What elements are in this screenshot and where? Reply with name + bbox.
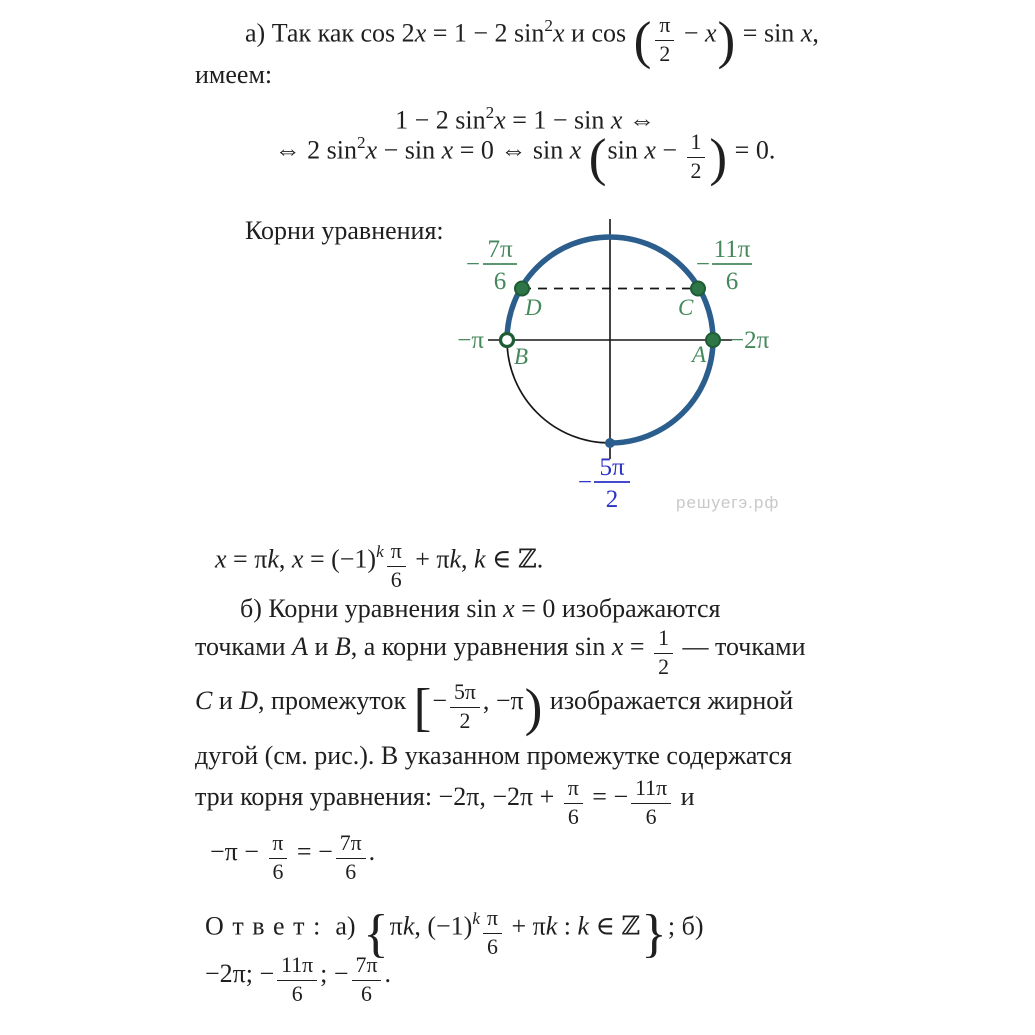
math-segment: B	[334, 631, 351, 661]
math-segment: ∈ ℤ.	[485, 544, 544, 574]
math-fraction	[269, 831, 288, 886]
math-segment: , а корни уравнения sin	[350, 631, 612, 661]
fraction-numerator: π	[269, 831, 288, 859]
point-b-label: B	[514, 344, 529, 369]
math-segment: = 1 − 2 sin	[426, 18, 545, 48]
math-fraction	[483, 906, 502, 961]
math-fraction	[336, 831, 366, 886]
math-segment: (	[588, 127, 607, 187]
math-segment: }	[641, 903, 667, 963]
math-segment: k	[545, 911, 558, 941]
math-segment: =	[623, 631, 652, 661]
label-minus-7pi-6	[466, 236, 517, 295]
math-segment: ⇔ 2 sin	[274, 135, 357, 165]
fraction-numerator: 7π	[336, 831, 366, 859]
fraction-denominator: 2	[605, 486, 619, 513]
math-segment: x	[441, 135, 454, 165]
fraction-denominator: 6	[645, 805, 657, 830]
math-segment: точками	[195, 631, 293, 661]
paragraph-b-line-3	[195, 677, 794, 737]
label-minus-2pi: −2π	[730, 327, 770, 354]
fraction-denominator: 2	[690, 158, 702, 183]
math-segment: = π	[226, 544, 268, 574]
math-segment: = sin	[736, 18, 801, 48]
math-segment: , (−1)	[414, 911, 473, 941]
point-a-dot	[706, 333, 720, 347]
math-fraction	[687, 130, 706, 185]
unit-circle-diagram	[440, 212, 790, 514]
statement-line	[245, 10, 819, 68]
roots-formula	[215, 536, 543, 594]
math-segment: C	[195, 685, 213, 715]
math-segment: .	[384, 958, 391, 988]
math-segment: k	[267, 544, 279, 574]
fraction-numerator: 11π	[631, 776, 671, 804]
math-segment: и	[674, 781, 695, 811]
fraction-denominator: 2	[658, 655, 669, 680]
math-segment: x	[705, 18, 717, 48]
math-segment: x	[800, 18, 813, 48]
answer-line-1	[205, 903, 704, 961]
math-segment: 1 − 2 sin	[395, 105, 486, 135]
math-segment: A	[292, 631, 308, 661]
math-segment: k	[449, 544, 462, 574]
paragraph-b-line-2	[195, 626, 806, 681]
fraction-denominator: 6	[493, 268, 507, 295]
fraction-numerator: 11π	[277, 953, 317, 981]
math-segment: x	[291, 544, 304, 574]
math-segment: x	[644, 135, 656, 165]
paragraph-b-line-1	[240, 593, 720, 625]
math-segment: = −	[290, 836, 333, 866]
math-segment: = (−1)	[303, 544, 377, 574]
math-segment: π	[389, 911, 403, 941]
math-segment: и	[307, 631, 335, 661]
fraction-denominator: 6	[272, 860, 284, 885]
fraction-numerator: π	[483, 906, 502, 934]
math-segment: x	[365, 135, 378, 165]
point-d-dot	[515, 282, 529, 296]
math-segment: = 0 ⇔ sin	[453, 135, 570, 165]
math-segment: и	[212, 685, 240, 715]
point-c-dot	[691, 282, 705, 296]
math-segment: −	[677, 18, 705, 48]
math-segment: )	[717, 10, 736, 70]
math-fraction	[352, 953, 382, 1008]
fraction-numerator: π	[564, 776, 583, 804]
fraction-denominator: 6	[361, 982, 372, 1007]
label-minus-5pi-2	[578, 454, 630, 513]
fraction-numerator: 5π	[450, 680, 480, 708]
math-segment: + π	[408, 544, 450, 574]
math-segment: = 0 изображаются	[514, 594, 721, 623]
math-segment: x	[610, 105, 623, 135]
answer-line-2	[205, 953, 391, 1008]
paragraph-b-line-4	[195, 740, 792, 772]
math-segment: k	[376, 542, 384, 561]
fraction-denominator: 6	[486, 934, 498, 959]
math-segment: −	[432, 685, 447, 715]
math-fraction	[277, 953, 317, 1008]
math-segment: k	[472, 909, 480, 928]
math-segment: = 0.	[728, 135, 776, 165]
fraction-denominator: 6	[291, 982, 303, 1007]
math-segment: x	[503, 594, 515, 623]
fraction-denominator: 6	[725, 268, 739, 295]
fraction-numerator: 1	[654, 626, 673, 654]
math-segment	[581, 136, 588, 165]
math-segment: ,	[461, 544, 475, 574]
math-fraction	[450, 680, 480, 735]
math-segment: )	[524, 677, 543, 737]
fraction-numerator: π	[655, 13, 674, 41]
math-fraction	[655, 13, 674, 68]
point-c-label: C	[678, 295, 694, 320]
imeem-text: имеем:	[195, 60, 273, 89]
math-fraction	[387, 539, 406, 594]
point-b-open-dot	[501, 334, 514, 347]
fraction-denominator: 6	[390, 567, 402, 592]
math-segment: x	[215, 544, 227, 574]
math-segment: −	[655, 135, 684, 165]
math-segment: 2	[485, 103, 495, 122]
math-segment: )	[709, 127, 728, 187]
math-segment: ⇔	[622, 105, 655, 135]
fraction-numerator: 5π	[599, 454, 625, 481]
equation-2	[185, 127, 865, 185]
math-segment: , промежуток	[258, 685, 413, 715]
math-segment: k	[402, 911, 415, 941]
unit-circle-figure	[440, 212, 790, 519]
math-segment: x	[611, 631, 624, 661]
math-segment: = −	[585, 781, 629, 811]
math-segment: + π	[504, 911, 546, 941]
math-segment: — точками	[675, 631, 806, 661]
label-minus-pi: −π	[457, 327, 484, 354]
math-segment: − sin	[377, 135, 442, 165]
fraction-denominator: 6	[567, 805, 579, 830]
fraction-numerator: 7π	[352, 953, 382, 981]
math-segment: x	[414, 18, 427, 48]
math-segment: x	[569, 135, 582, 165]
math-segment: , −π	[482, 685, 524, 715]
math-segment: ; б)	[667, 911, 704, 941]
fraction-sign: −	[465, 251, 480, 278]
math-segment: = 1 − sin	[505, 105, 611, 135]
math-segment: Ответ:	[205, 911, 329, 941]
fraction-denominator: 6	[345, 860, 357, 885]
math-segment: 2	[544, 16, 553, 35]
math-segment: 2	[357, 133, 366, 152]
paragraph-b-line-5	[195, 776, 695, 831]
math-segment: x	[552, 18, 565, 48]
math-fraction	[631, 776, 671, 831]
roots-caption: Корни уравнения:	[245, 216, 444, 245]
fraction-numerator: 11π	[713, 236, 751, 263]
point-d-label: D	[525, 295, 542, 320]
math-segment: ,	[812, 18, 819, 48]
fraction-sign: −	[695, 251, 710, 278]
math-segment: б) Корни уравнения sin	[240, 594, 504, 623]
math-segment: .	[368, 836, 376, 866]
math-segment: D	[239, 685, 259, 715]
watermark-text: решуегэ.рф	[676, 493, 780, 512]
math-segment: {	[363, 903, 389, 963]
math-segment: ; −	[320, 958, 349, 988]
math-segment: k	[577, 911, 590, 941]
math-segment: x	[494, 105, 506, 135]
math-segment: ,	[278, 544, 292, 574]
math-segment: (	[633, 10, 652, 70]
math-segment: −2π; −	[205, 958, 275, 988]
math-segment: :	[557, 911, 578, 941]
math-segment: и cos	[564, 18, 633, 48]
fraction-numerator: π	[387, 539, 406, 567]
point-a-label: A	[692, 342, 707, 367]
fraction-numerator: 1	[687, 130, 706, 158]
math-segment: k	[474, 544, 486, 574]
math-segment: [	[413, 677, 432, 737]
arc-end-dot	[605, 438, 615, 448]
math-segment: а) Так как cos 2	[245, 18, 415, 48]
math-segment: −π −	[210, 836, 266, 866]
fraction-denominator: 2	[459, 709, 471, 734]
paragraph-b-line-6	[210, 831, 375, 886]
fraction-sign: −	[577, 469, 592, 496]
math-segment: ∈ ℤ	[589, 911, 641, 941]
math-fraction	[654, 626, 673, 681]
math-segment: sin	[607, 135, 645, 165]
fraction-numerator: 7π	[487, 236, 513, 263]
math-segment: три корня уравнения: −2π, −2π +	[195, 781, 561, 811]
math-segment: изображается жирной	[543, 685, 794, 715]
fraction-denominator: 2	[659, 41, 671, 66]
math-fraction	[564, 776, 583, 831]
math-segment: дугой (см. рис.). В указанном промежутке содержатся	[195, 741, 792, 770]
math-segment: а)	[328, 911, 363, 941]
